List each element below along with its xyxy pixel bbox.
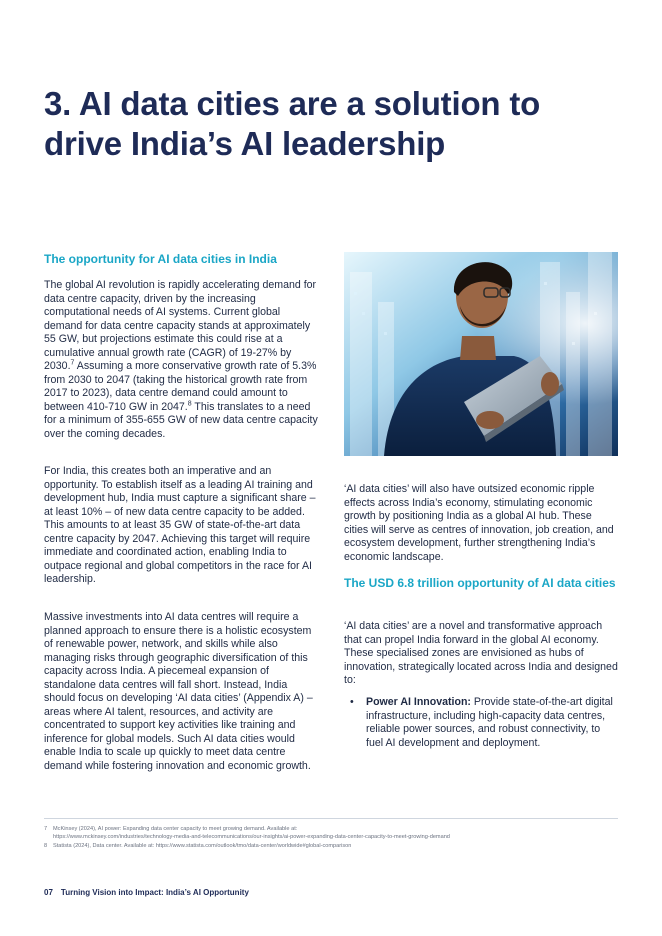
footnote-number: 8 [44,843,48,849]
paragraph-ripple-effects: ‘AI data cities’ will also have outsized economic ripple effects across India’s economy, stimulating economic growth by positioning India as a global AI hub. These cities will serve as centres of innovation, job creation, and ecosystem development, further strengthening India’s economic landscape. [344,483,614,563]
section-subheading-opportunity: The opportunity for AI data cities in India [44,252,277,266]
footer-title: Turning Vision into Impact: India’s AI Opportunity [60,888,249,897]
page-title: 3. AI data cities are a solution to drive India’s AI leadership [44,85,541,162]
bullet-text: Provide state-of-the-art digital infrastructure, including high-capacity data centres, reliable power sources, and robust connectivity, to fuel AI development and deployment. [366,696,613,749]
paragraph-ai-data-cities: ‘AI data cities’ are a novel and transformative approach that can propel India forward in the global AI economy. These specialised zones are envisioned as hubs of innovation, strategically located across India and designed to: [344,620,618,686]
footnote-number: 7 [44,826,48,832]
section-subheading-usd-opportunity: The USD 6.8 trillion opportunity of AI data cities [344,576,616,590]
footnote-ref-8[interactable]: 8 [187,399,192,407]
photo-illustration [344,252,618,456]
man-with-laptop-photo [344,252,618,456]
paragraph-global-demand [44,279,318,441]
footnote-text: McKinsey (2024), AI power: Expanding data center capacity to meet growing demand. Available at: [53,826,298,832]
footnote-text: Statista (2024), Data center. Available at: https://www.statista.com/outlook/tmo/data-center/worldwide#global-comparison [53,843,352,849]
paragraph-global-demand-part3: This translates to a need for a minimum of 355-655 GW of new data centre capacity over the coming decades. [44,400,318,440]
paragraph-india-opportunity: For India, this creates both an imperative and an opportunity. To establish itself as a leading AI training and development hub, India must capture a significant share – at least 10% – of new data centre capacity to be added. This amounts to at least 35 GW of state-of-the-art data centre capacity by 2047. Achieving this target will require immediate and coordinated action, enabling India to outpace regional and global competitors in the race for AI leadership. [44,465,316,585]
paragraph-global-demand-part2: Assuming a more conservative growth rate of 5.3% from 2030 to 2047 (taking the historical growth rate from 2017 to 2023), data centre demand could amount to between 410-710 GW in 2047. [44,360,317,413]
footnote-link[interactable]: https://www.mckinsey.com/industries/technology-media-and-telecommunications/our-insights/ai-power-expanding-data-center-capacity-to-meet-growing-demand [53,833,450,840]
footnote-divider [44,818,618,819]
footnote-ref-7[interactable]: 7 [70,359,75,367]
list-item [350,696,618,750]
page-number: 07 [44,888,53,897]
bullet-marker: • [350,696,354,708]
page-footer [44,888,249,897]
bullet-list [350,696,618,750]
footnote-7 [44,826,618,841]
bullet-label: Power AI Innovation: [366,696,471,708]
paragraph-global-demand-part1: The global AI revolution is rapidly accelerating demand for data centre capacity, driven by the increasing computational needs of AI systems. Current global demand for data centre capacity stands at approximately 55 GW, but projections estimate this could rise at a cumulative annual growth rate (CAGR) of 19-27% by 2030. [44,279,317,372]
footnote-8 [44,843,618,851]
paragraph-investments: Massive investments into AI data centres will require a planned approach to ensure there is a holistic ecosystem of renewable power, network, and skills while also managing risks through geographic diversification of this capacity across India. A piecemeal expansion of standalone data centres will fall short. Instead, India should focus on developing ‘AI data cities’ (Appendix A) – areas where AI talent, resources, and activity are concentrated to support key activities like training and inference for global models. Such AI data cities would enable India to scale up quickly to meet data centre demand while fostering innovation and economic growth. [44,611,313,772]
